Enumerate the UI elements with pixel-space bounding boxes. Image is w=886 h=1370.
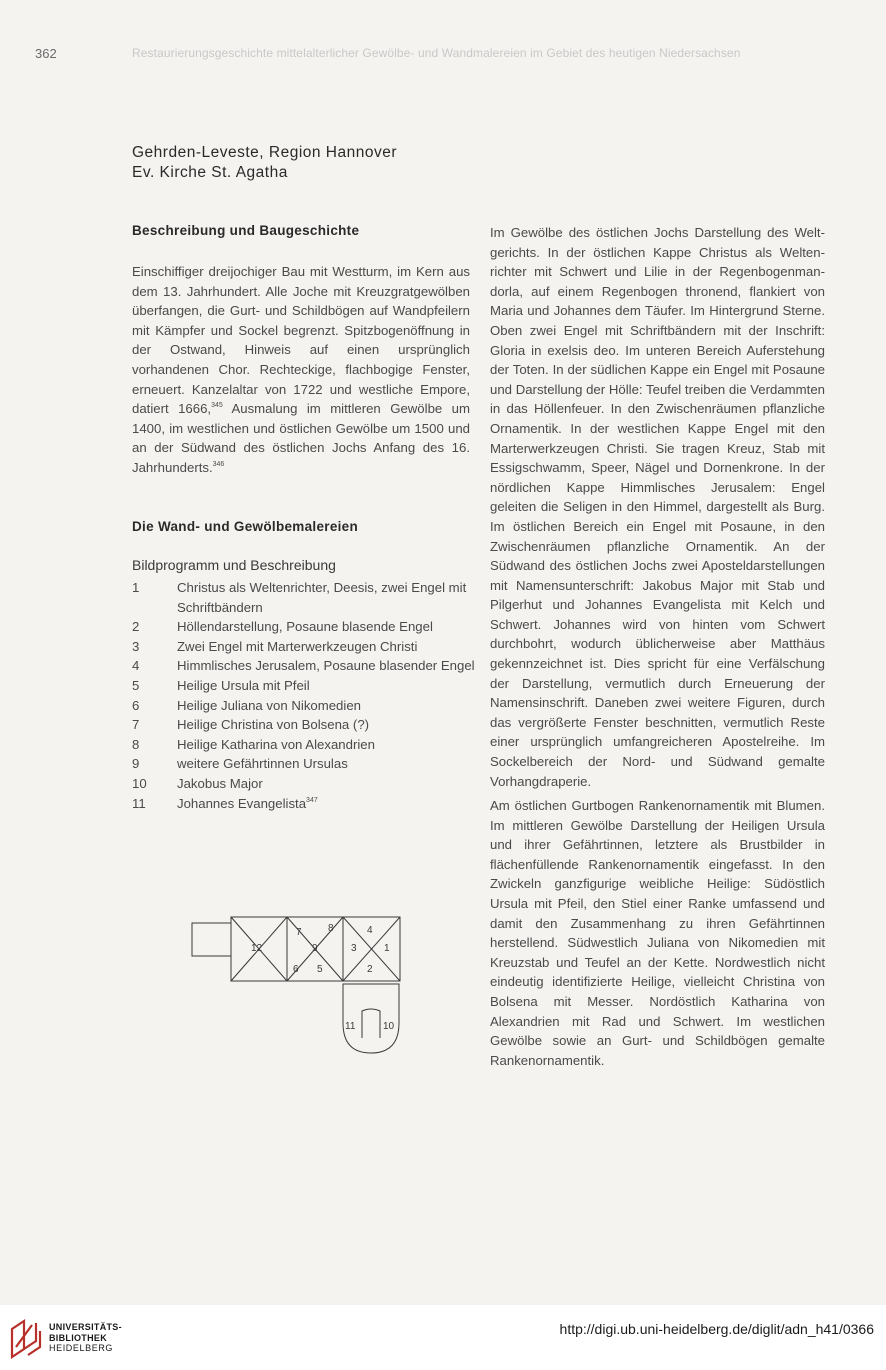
plan-label: 8 <box>328 923 334 934</box>
list-item-text <box>177 617 477 637</box>
list-item-label: weitere Gefährtinnen Ursulas <box>177 756 348 772</box>
description-text-2: Ausmalung im mittleren Gewölbe um 1400, im westlichen und östlichen Gewölbe um 1500 und an der Südwand des östlichen Jochs Anfang des 16. Jahrhunderts. <box>132 401 470 475</box>
list-item <box>132 794 477 814</box>
plan-label: 9 <box>312 943 318 954</box>
plan-label: 12 <box>251 943 263 954</box>
apse-outline <box>343 984 399 1053</box>
list-item <box>132 715 477 735</box>
description-text-1: Einschiffiger dreijochiger Bau mit Westturm, im Kern aus dem 13. Jahrhundert. Alle Joche mit Kreuzgratgewölben überfangen, die Gurt- und Schildbögen auf Wandpfeilern mit Kämpfer und Sockel begrenzt. Spitzbogenöffnung in der Ostwand, Hinweis auf einen ursprünglich vorhandenen Chor. Rechteckige, flachbogige Fenster, erneuert. Kanzelaltar von 1722 und westliche Empore, datiert 1666, <box>132 264 470 417</box>
list-item-number: 7 <box>132 717 140 733</box>
list-item-number: 6 <box>132 697 140 713</box>
right-column-paragraph-1: Im Gewölbe des östlichen Jochs Darstellung des Weltgerichts. In der östlichen Kappe Christus als Weltenrichter mit Schwert und Lilie in der Regenbogenmandorla, auf einem Regenbogen thronend, flankiert von Maria und Johannes dem Täufer. Im Hintergrund Sterne. Oben zwei Engel mit Schriftbändern mit der Inschrift: Gloria in exelsis deo. Im unteren Bereich Auferstehung der Toten. In der südlichen Kappe ein Engel mit Posaune und Darstellung der Hölle: Teufel treiben die Verdammten in das Höllenfeuer. In den Zwischenräumen pflanzliche Ornamentik. In der westlichen Kappe Engel mit den Marterwerkzeugen Christi. Sie tragen Kreuz, Stab mit Essigschwamm, Speer, Nägel und Dornenkrone. In der nördlichen Kappe Himmlisches Jerusalem: Engel geleiten die Seligen in den Himmel, dargestellt als Burg. Im östlichen Bereich ein Engel mit Posaune, in den Zwischenräumen pflanzliche Ornamentik. An der Südwand des östlichen Jochs zwei Aposteldarstellungen mit Namensunterschrift: Jakobus Major mit Stab und Pilgerhut und Johannes Evangelista mit Kelch und Schwert. Johannes wird von hinten vom Schwert durchbohrt, wodurch üblicherweise aber Matthäus gekennzeichnet ist. Dies spricht für eine Verfälschung der Darstellung, vermutlich durch Erneuerung der Namensinschrift. Daneben zwei weitere Figuren, durch das vergrößerte Fenster beschnitten, vermutlich Reste einer ursprünglich umfangreicheren Apostelreihe. Im Sockelbereich der Nord- und Südwand gemalte Vorhangdraperie. <box>490 225 825 789</box>
list-item-text <box>177 715 477 735</box>
list-item-label: Heilige Christina von Bolsena (?) <box>177 717 370 733</box>
list-item-text <box>177 676 477 696</box>
apse-window <box>362 1009 380 1038</box>
library-name-line-2: BIBLIOTHEK <box>49 1332 107 1343</box>
library-name-line-1: UNIVERSITÄTS- <box>49 1322 122 1332</box>
painting-program-list <box>132 578 477 813</box>
list-item-number: 4 <box>132 658 140 674</box>
plan-label: 4 <box>367 925 373 936</box>
list-item-number: 2 <box>132 619 140 635</box>
list-item <box>132 578 477 617</box>
plan-label: 11 <box>345 1021 356 1032</box>
list-item-text <box>177 735 477 755</box>
list-item <box>132 735 477 755</box>
page-title <box>132 143 397 183</box>
list-item <box>132 754 477 774</box>
section-heading-paintings: Die Wand- und Gewölbemalereien <box>132 519 359 534</box>
footnote-ref[interactable]: 346 <box>212 460 225 468</box>
plan-label: 1 <box>384 943 390 954</box>
description-paragraph <box>132 262 470 478</box>
page-number: 362 <box>35 46 57 61</box>
list-item <box>132 617 477 637</box>
list-item-label: Heilige Katharina von Alexandrien <box>177 736 375 752</box>
list-item-label: Höllendarstellung, Posaune blasende Engel <box>177 619 433 635</box>
list-item-label: Jakobus Major <box>177 775 263 791</box>
list-item-label: Himmlisches Jerusalem, Posaune blasender Engel <box>177 658 475 674</box>
list-item <box>132 676 477 696</box>
library-name <box>49 1322 122 1354</box>
list-item-number: 8 <box>132 736 140 752</box>
list-item-text <box>177 774 477 794</box>
list-subheading: Bildprogramm und Beschreibung <box>132 557 336 573</box>
plan-label: 3 <box>351 943 357 954</box>
plan-label: 10 <box>383 1021 395 1032</box>
list-item-label: Christus als Weltenrichter, Deesis, zwei Engel mit Schriftbändern <box>177 580 467 615</box>
list-item <box>132 637 477 657</box>
list-item-text <box>177 578 477 617</box>
list-item-number: 1 <box>132 580 140 595</box>
list-item <box>132 696 477 716</box>
list-item-text <box>177 754 477 774</box>
right-column-paragraph-2: Am östlichen Gurtbogen Rankenornamentik mit Blumen. Im mittleren Gewölbe Darstellung der Heiligen Ursula und ihrer Gefährtinnen, letztere als Brustbilder in flächenfüllende Rankenornamentik eingefasst. In den Zwickeln ganzfigurige weibliche Heilige: Südöstlich Ursula mit Pfeil, den Stiel einer Ranke umfassend und damit den Zusammenhang zu ihren Gefährtinnen herstellend. Südwestlich Juliana von Nikomedien mit Kreuzstab und Teufel an der Kette. Nordwestlich nicht eindeutig identifizierte Heilige, vielleicht Christina von Bolsena mit Messer. Nordöstlich Katharina von Alexandrien mit Rad und Schwert. Im westlichen Gewölbe sowie an Gurt- und Schildbögen gemalte Rankenornamentik. <box>490 798 825 1068</box>
title-line-2: Ev. Kirche St. Agatha <box>132 164 288 181</box>
plan-label: 2 <box>367 964 373 975</box>
list-item-label: Zwei Engel mit Marterwerkzeugen Christi <box>177 638 418 654</box>
plan-label: 5 <box>317 964 323 975</box>
university-library-logo-icon[interactable] <box>8 1317 44 1359</box>
list-item-text <box>177 656 477 676</box>
list-item-text <box>177 637 477 657</box>
section-heading-description: Beschreibung und Baugeschichte <box>132 223 360 238</box>
library-name-line-3: HEIDELBERG <box>49 1343 114 1353</box>
list-item <box>132 656 477 676</box>
list-item-number: 11 <box>132 795 146 811</box>
list-item-number: 3 <box>132 638 140 654</box>
list-item-number: 10 <box>132 775 147 791</box>
list-item-number: 5 <box>132 677 140 693</box>
source-url-link[interactable]: http://digi.ub.uni-heidelberg.de/diglit/adn_h41/0366 <box>559 1321 874 1337</box>
list-item-text <box>177 794 477 814</box>
plan-label: 6 <box>293 964 299 975</box>
plan-label: 7 <box>296 927 302 938</box>
list-item-text <box>177 696 477 716</box>
title-line-1: Gehrden-Leveste, Region Hannover <box>132 144 398 161</box>
floor-plan-diagram <box>188 913 408 1058</box>
list-item-label: Heilige Juliana von Nikomedien <box>177 697 361 713</box>
tower-outline <box>192 923 231 956</box>
footnote-ref[interactable]: 345 <box>211 402 223 410</box>
list-item-label: Johannes Evangelista <box>177 795 307 811</box>
footer-bar <box>0 1305 886 1370</box>
running-title: Restaurierungsgeschichte mittelalterlicher Gewölbe- und Wandmalereien im Gebiet des heutigen Niedersachsen <box>132 46 741 60</box>
footnote-ref[interactable]: 347 <box>306 796 318 804</box>
list-item-number: 9 <box>132 756 140 772</box>
list-item <box>132 774 477 794</box>
list-item-label: Heilige Ursula mit Pfeil <box>177 677 310 693</box>
